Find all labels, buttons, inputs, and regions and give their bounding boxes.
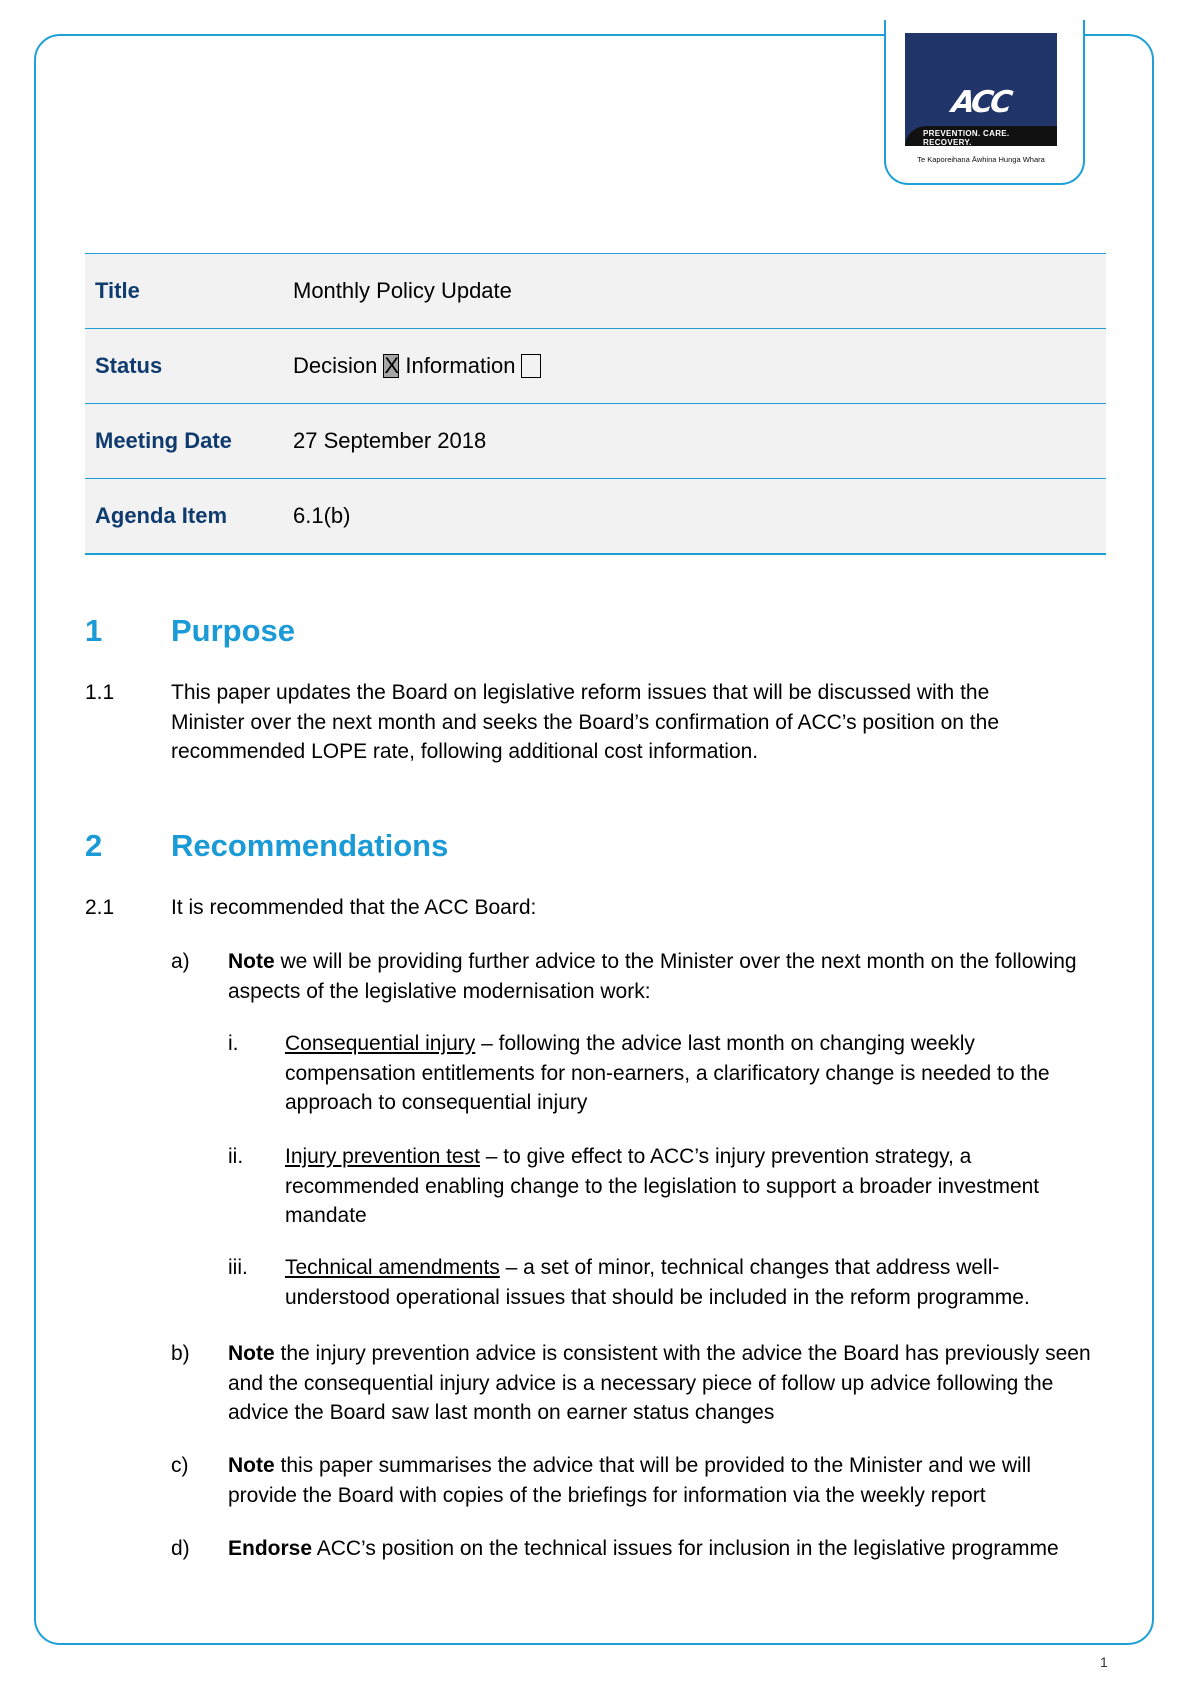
- status-value: [293, 353, 547, 379]
- meeting-date-label: Meeting Date: [95, 428, 232, 453]
- sublist-marker: iii.: [228, 1256, 248, 1279]
- title-value: Monthly Policy Update: [293, 278, 512, 303]
- status-decision-label: Decision: [293, 353, 378, 378]
- list-item: Note the injury prevention advice is consistent with the advice the Board has previously seen and the consequential injury advice is a necessary piece of follow up advice following the advice the Board saw last month on earner status changes: [228, 1342, 1091, 1424]
- title-label: Title: [95, 278, 140, 303]
- status-information-label: Information: [405, 353, 516, 378]
- status-label: Status: [95, 353, 163, 378]
- agenda-item-label: Agenda Item: [95, 503, 228, 528]
- meeting-date-value: 27 September 2018: [293, 428, 487, 453]
- page-number: 1: [1100, 1654, 1108, 1670]
- meta-row-meeting-date: [85, 404, 1106, 479]
- sublist-marker: ii.: [228, 1145, 244, 1168]
- sublist-item: Injury prevention test – to give effect to ACC’s injury prevention strategy, a recommended enabling change to the legislation to support a broader investment mandate: [285, 1145, 1040, 1227]
- list-marker: a): [171, 950, 190, 973]
- list-item: Endorse ACC’s position on the technical issues for inclusion in the legislative programme: [228, 1537, 1059, 1560]
- paragraph-number: 2.1: [85, 896, 115, 919]
- meta-row-status: [85, 329, 1106, 404]
- purpose-paragraph: This paper updates the Board on legislative reform issues that will be discussed with the Minister over the next month and seeks the Board’s confirmation of ACC’s position on the recommended LOPE rate, following additional cost information.: [171, 681, 1000, 763]
- acc-logo: [905, 33, 1057, 146]
- recommendation-intro: It is recommended that the ACC Board:: [171, 896, 537, 919]
- information-checkbox[interactable]: [521, 354, 541, 378]
- meta-table: [85, 253, 1106, 555]
- list-marker: c): [171, 1454, 189, 1477]
- meta-row-agenda-item: [85, 479, 1106, 553]
- list-marker: d): [171, 1537, 190, 1560]
- logo-subtitle: Te Kaporeihana Āwhina Hunga Whara: [917, 155, 1045, 164]
- meta-row-title: [85, 254, 1106, 329]
- list-item: Note this paper summarises the advice that will be provided to the Minister and we will provide the Board with copies of the briefings for information via the weekly report: [228, 1454, 1032, 1507]
- decision-checkbox[interactable]: X: [384, 353, 400, 378]
- agenda-item-value: 6.1(b): [293, 503, 351, 528]
- acc-logo-mark: ACC: [949, 85, 1012, 120]
- list-item: Note we will be providing further advice to the Minister over the next month on the following aspects of the legislative modernisation work:: [228, 950, 1077, 1003]
- logo-tagline: PREVENTION. CARE. RECOVERY.: [923, 129, 1010, 146]
- sublist-item: Consequential injury – following the advice last month on changing weekly compensation entitlements for non-earners, a clarificatory change is needed to the approach to consequential injury: [285, 1032, 1050, 1114]
- sublist-item: Technical amendments – a set of minor, technical changes that address well-understood operational issues that should be included in the reform programme.: [285, 1256, 1030, 1309]
- sublist-marker: i.: [228, 1032, 239, 1055]
- list-marker: b): [171, 1342, 190, 1365]
- paragraph-number: 1.1: [85, 681, 115, 704]
